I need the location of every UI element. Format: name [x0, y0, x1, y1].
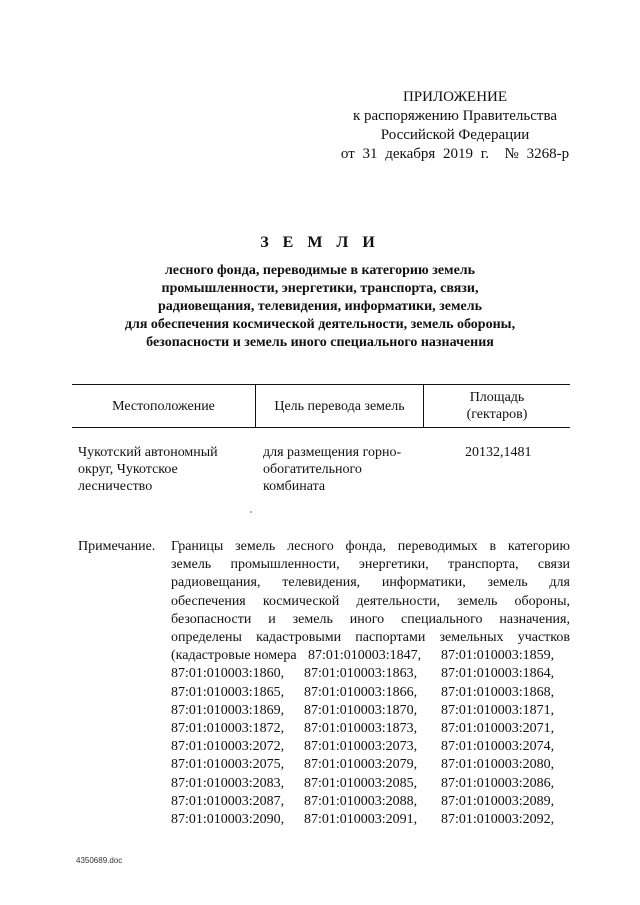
- codes-intro: (кадастровые номера: [171, 648, 297, 664]
- subtitle-line: радиовещания, телевидения, информатики, земель: [157, 299, 483, 314]
- note-paragraph: [171, 556, 570, 647]
- cell-area: 20132,1481: [465, 445, 532, 460]
- appendix-line-1: к распоряжению Правительства: [352, 108, 557, 124]
- cadastral-number: 87:01:010003:1864,: [441, 666, 555, 682]
- cadastral-number: 87:01:010003:1859,: [441, 648, 555, 664]
- codes-row: [171, 665, 570, 683]
- scan-speck: [250, 511, 252, 513]
- document-title: З Е М Л И: [260, 234, 380, 251]
- codes-row: [171, 793, 570, 811]
- note-label: Примечание.: [78, 539, 156, 554]
- subtitle-line: безопасности и земель иного специального назначения: [146, 335, 494, 350]
- codes-row: [171, 702, 570, 720]
- cadastral-number: 87:01:010003:2087,: [171, 793, 285, 809]
- cadastral-number: 87:01:010003:1863,: [304, 666, 418, 682]
- cadastral-number: 87:01:010003:1869,: [171, 702, 285, 718]
- cadastral-number: 87:01:010003:1865,: [171, 684, 285, 700]
- codes-row: [171, 811, 570, 829]
- cadastral-number: 87:01:010003:2090,: [171, 811, 285, 827]
- subtitle-line: промышленности, энергетики, транспорта, связи,: [161, 281, 479, 296]
- cadastral-number: 87:01:010003:2091,: [304, 811, 418, 827]
- land-table: [72, 384, 570, 504]
- table-row: [72, 444, 570, 504]
- cadastral-number: 87:01:010003:1871,: [441, 702, 555, 718]
- cadastral-number: 87:01:010003:1872,: [171, 720, 285, 736]
- subtitle-line: для обеспечения космической деятельности, земель обороны,: [124, 317, 516, 332]
- note-line: безопасности и земель иного специального назначения,: [171, 611, 570, 627]
- cadastral-number: 87:01:010003:1847,: [308, 648, 422, 664]
- cell-location: Чукотский автономный округ, Чукотское лесничество: [78, 445, 218, 494]
- cadastral-codes: [171, 647, 570, 829]
- table-header: [72, 384, 570, 428]
- subtitle-line: лесного фонда, переводимые в категорию земель: [164, 263, 476, 278]
- note-line: радиовещания, телевидения, информатики, земель для: [171, 575, 570, 591]
- cadastral-number: 87:01:010003:1860,: [171, 666, 285, 682]
- cadastral-number: 87:01:010003:2071,: [441, 720, 555, 736]
- cadastral-number: 87:01:010003:2074,: [441, 739, 555, 755]
- cadastral-number: 87:01:010003:1870,: [304, 702, 418, 718]
- cadastral-number: 87:01:010003:2079,: [304, 757, 418, 773]
- note-line: определены кадастровыми паспортами земельных участков: [171, 630, 570, 645]
- cadastral-number: 87:01:010003:2072,: [171, 739, 285, 755]
- cadastral-number: 87:01:010003:2088,: [304, 793, 418, 809]
- cadastral-number: 87:01:010003:2086,: [441, 775, 555, 791]
- appendix-line-3: от 31 декабря 2019 г. № 3268-р: [340, 146, 570, 162]
- codes-row: [171, 756, 570, 774]
- cell-purpose: для размещения горно- обогатительного комбината: [263, 445, 402, 494]
- cadastral-number: 87:01:010003:1868,: [441, 684, 555, 700]
- codes-row: [171, 647, 570, 665]
- appendix-line-2: Российской Федерации: [380, 127, 530, 143]
- appendix-block: [330, 88, 580, 164]
- header-area: Площадь (гектаров): [466, 390, 528, 422]
- codes-row: [171, 720, 570, 738]
- note-first-line: Границы земель лесного фонда, переводимых в категорию: [171, 539, 570, 554]
- cadastral-number: 87:01:010003:2085,: [304, 775, 418, 791]
- codes-row: [171, 684, 570, 702]
- note-line: земель промышленности, энергетики, транспорта, связи: [171, 557, 570, 573]
- cadastral-number: 87:01:010003:2075,: [171, 757, 285, 773]
- cadastral-number: 87:01:010003:2089,: [441, 793, 555, 809]
- cadastral-number: 87:01:010003:1873,: [304, 720, 418, 736]
- header-location: Местоположение: [112, 398, 215, 414]
- footer-doc-id: 4350689.doc: [76, 856, 123, 865]
- cadastral-number: 87:01:010003:2092,: [441, 811, 555, 827]
- cadastral-number: 87:01:010003:2080,: [441, 757, 555, 773]
- codes-row: [171, 775, 570, 793]
- codes-row: [171, 738, 570, 756]
- cadastral-number: 87:01:010003:2073,: [304, 739, 418, 755]
- appendix-title: ПРИЛОЖЕНИЕ: [402, 89, 508, 105]
- document-subtitle: [90, 262, 550, 352]
- header-purpose: Цель перевода земель: [274, 398, 405, 414]
- cadastral-number: 87:01:010003:1866,: [304, 684, 418, 700]
- cadastral-number: 87:01:010003:2083,: [171, 775, 285, 791]
- note-line: обеспечения космической деятельности, земель обороны,: [171, 593, 570, 609]
